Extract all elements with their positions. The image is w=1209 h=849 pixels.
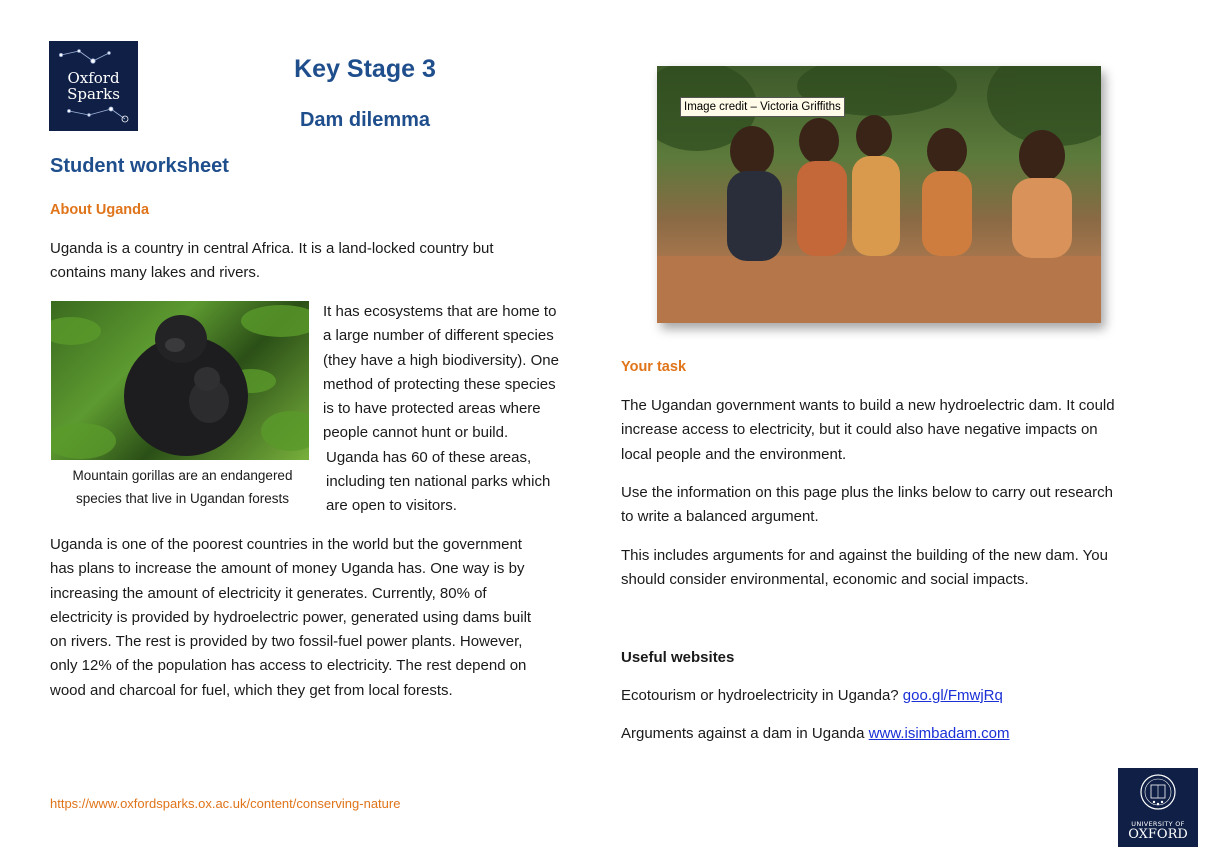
dam-dilemma-subtitle: Dam dilemma [299,109,431,131]
footer-url: https://www.oxfordsparks.ox.ac.uk/content/conserving-nature [50,796,401,811]
logo-text-sparks: Sparks [67,85,120,103]
gorilla-caption: Mountain gorillas are an endangered species that live in Ugandan forests [72,468,293,506]
university-of-text: UNIVERSITY OF [1131,820,1185,828]
website-row-1: Ecotourism or hydroelectricity in Uganda? goo.gl/FmwjRq [621,687,1003,704]
ecosystem-paragraph: It has ecosystems that are home to a large number of different species (they have a high biodiversity). One method of protecting these species is to have protected areas where people cannot hunt or build. Uganda has 60 of these areas, including ten national parks which are open to visitors. [323,303,559,515]
intro-paragraph: Uganda is a country in central Africa. It is a land-locked country but contains many lakes and rivers. [50,240,494,282]
task-paragraph-1: The Ugandan government wants to build a new hydroelectric dam. It could increase access to electricity, but it could also have negative impacts on local people and the environment. [621,397,1115,463]
oxford-crest-icon [1118,768,1198,818]
task-paragraph-3: This includes arguments for and against the building of the new dam. You should consider environmental, economic and social impacts. [621,547,1108,589]
gorilla-image [51,301,309,460]
worksheet-title: Student worksheet [50,155,229,177]
isimbadam-link[interactable]: www.isimbadam.com [868,725,1010,742]
website-row-2: Arguments against a dam in Uganda www.isimbadam.com [621,725,1010,742]
oxford-sparks-logo [49,41,138,131]
task-paragraph-2: Use the information on this page plus the links below to carry out research to write a balanced argument. [621,484,1113,526]
your-task-heading: Your task [621,359,687,375]
image-credit-tooltip: Image credit – Victoria Griffiths [680,97,845,117]
about-uganda-heading: About Uganda [50,202,150,218]
oxford-text: OXFORD [1128,827,1188,842]
logo-text-oxford: Oxford [67,69,120,87]
goo-gl-link[interactable]: goo.gl/FmwjRq [902,687,1003,704]
university-of-oxford-logo [1118,768,1198,847]
useful-websites-heading: Useful websites [621,649,735,666]
economy-paragraph: Uganda is one of the poorest countries in the world but the government has plans to increase the amount of money Uganda has. One way is by increasing the amount of electricity it generates. Currently, 80% of electricity is provided by hydroelectric power, generated using dams built on rivers. The rest is provided by two fossil-fuel power plants. However, only 12% of the population has access to electricity. The rest depend on wood and charcoal for fuel, which they get from local forests. [50,536,532,699]
key-stage-title: Key Stage 3 [294,55,436,83]
gorilla-illustration [51,301,309,460]
